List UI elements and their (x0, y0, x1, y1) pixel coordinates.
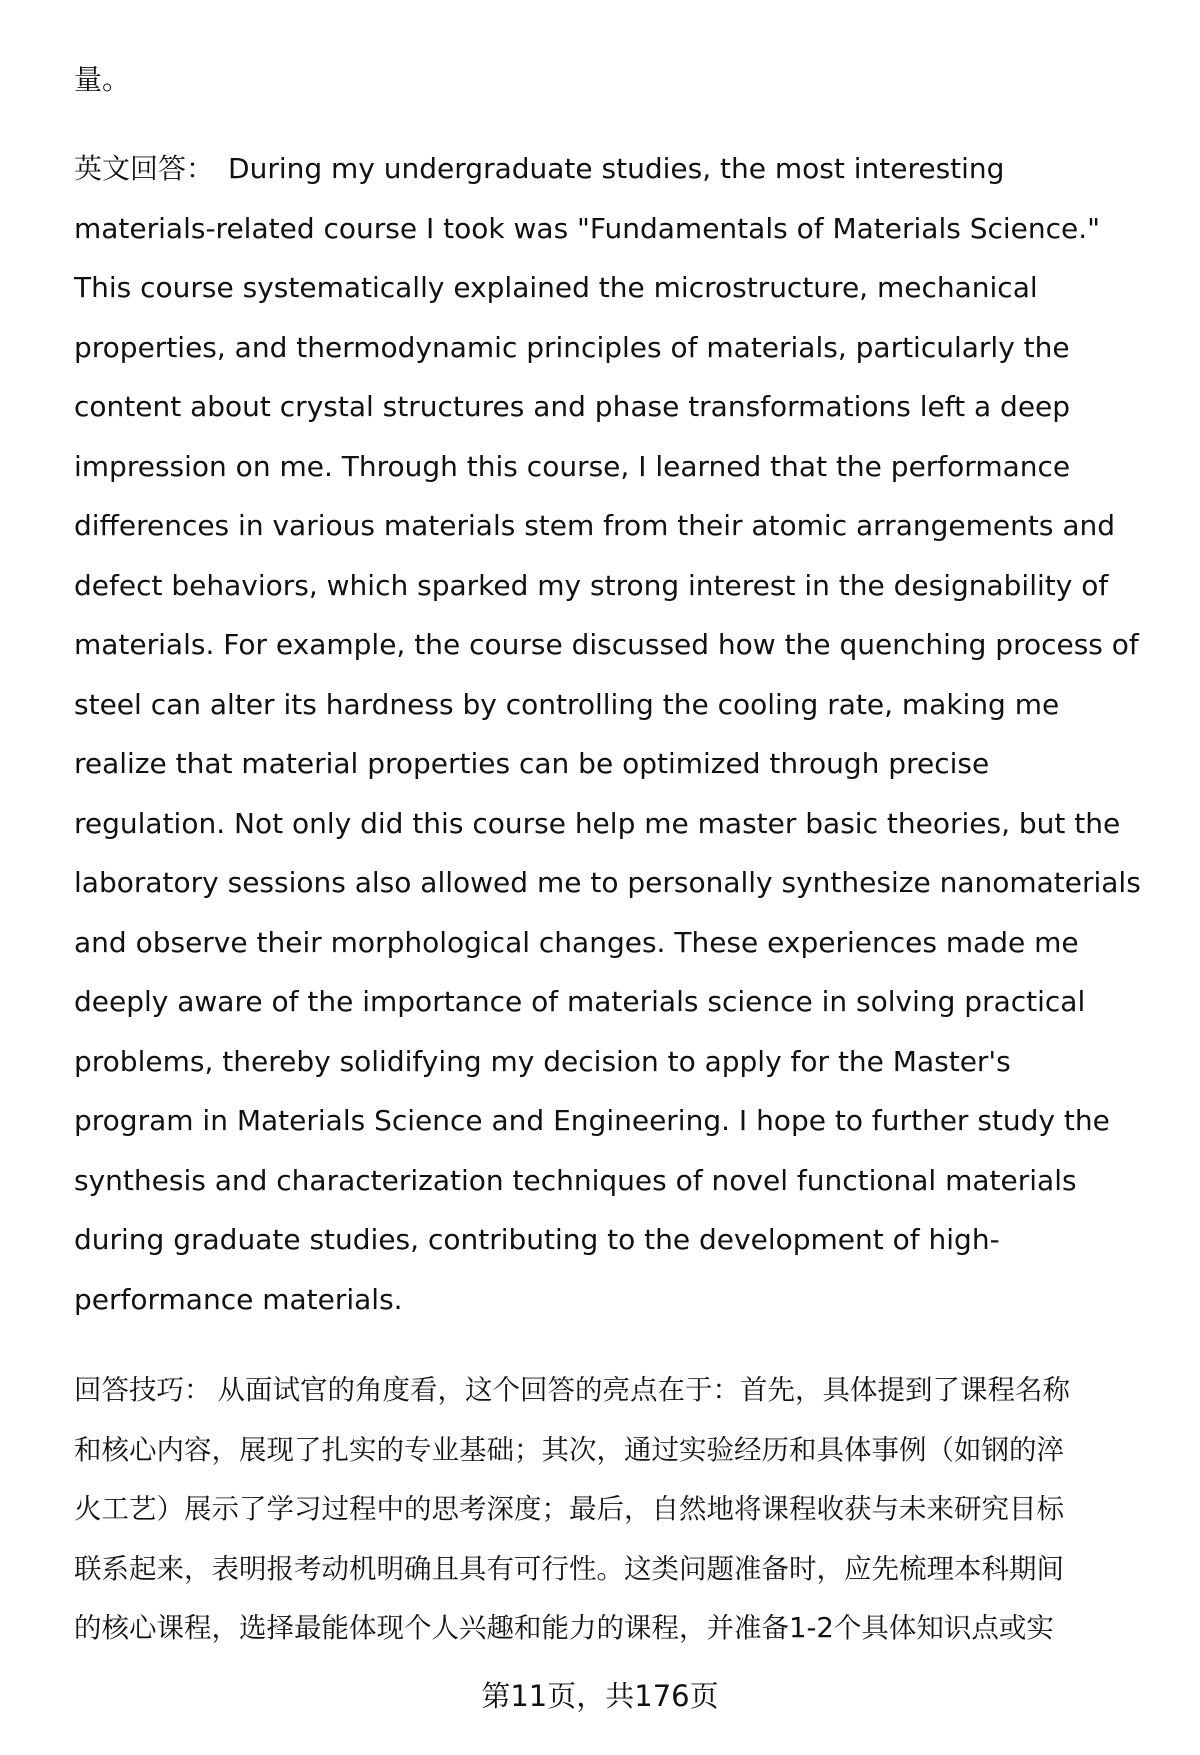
text-line: 的核心课程，选择最能体现个人兴趣和能力的课程，并准备1-2个具体知识点或实 (74, 1612, 1054, 1644)
text-line: defect behaviors, which sparked my strong interest in the designability of (74, 568, 1109, 602)
text-line: realize that material properties can be optimized through precise (74, 747, 990, 780)
text-span: During my undergraduate studies, the most interesting (228, 152, 1005, 185)
text-line: deeply aware of the importance of materials science in solving practical (74, 985, 1086, 1018)
text-line: steel can alter its hardness by controlling the cooling rate, making me (74, 687, 1060, 721)
text-line: This course systematically explained the microstructure, mechanical (74, 271, 1038, 304)
text-line: 量。 (74, 63, 131, 96)
text-line: performance materials. (74, 1282, 403, 1316)
text-line: synthesis and characterization techniques of novel functional materials (74, 1163, 1077, 1197)
tips-label: 回答技巧： (74, 1374, 212, 1406)
text-line: regulation. Not only did this course help me master basic theories, but the (74, 806, 1121, 840)
text-line: 火工艺）展示了学习过程中的思考深度；最后，自然地将课程收获与未来研究目标 (74, 1493, 1064, 1525)
text-line: laboratory sessions also allowed me to personally synthesize nanomaterials (74, 866, 1141, 899)
text-line: program in Materials Science and Engineering. I hope to further study the (74, 1104, 1110, 1137)
text-line: 和核心内容，展现了扎实的专业基础；其次，通过实验经历和具体事例（如钢的淬 (74, 1433, 1064, 1466)
text-line: during graduate studies, contributing to the development of high- (74, 1223, 1000, 1256)
text-line: and observe their morphological changes. These experiences made me (74, 925, 1079, 959)
text-line (74, 1361, 1174, 1421)
text-line: content about crystal structures and phase transformations left a deep (74, 390, 1071, 423)
text-line: impression on me. Through this course, I learned that the performance (74, 449, 1071, 483)
previous-paragraph-end (74, 50, 1174, 110)
text-line: materials. For example, the course discussed how the quenching process of (74, 628, 1139, 661)
text-line: materials-related course I took was "Fundamentals of Materials Science." (74, 211, 1101, 245)
answer-tips-paragraph (74, 1361, 1174, 1659)
english-answer-label: 英文回答： (74, 152, 215, 185)
text-line: differences in various materials stem from their atomic arrangements and (74, 509, 1115, 542)
page-number: 第11页，共176页 (481, 1679, 719, 1713)
text-line (74, 139, 1174, 199)
text-line: problems, thereby solidifying my decision to apply for the Master's (74, 1044, 1011, 1078)
text-line: properties, and thermodynamic principles of materials, particularly the (74, 330, 1070, 364)
text-span: 从面试官的角度看，这个回答的亮点在于：首先，具体提到了课程名称 (217, 1374, 1070, 1406)
text-line: 联系起来，表明报考动机明确且具有可行性。这类问题准备时，应先梳理本科期间 (74, 1552, 1064, 1585)
english-answer-paragraph (74, 139, 1174, 1329)
